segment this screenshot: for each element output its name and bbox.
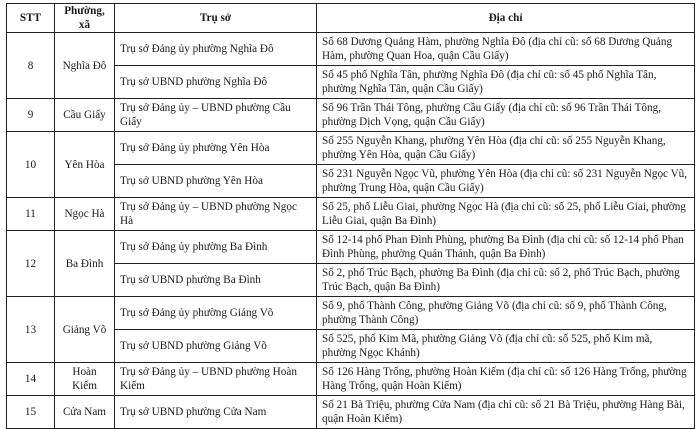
office-cell: Trụ sở Đảng ủy phường Giảng Võ: [115, 297, 317, 330]
office-cell: Trụ sở UBND phường Cửa Nam: [115, 396, 317, 429]
table-row: [7, 396, 695, 429]
office-cell: Trụ sở UBND phường Giảng Võ: [115, 330, 317, 363]
table-header-row: [7, 4, 695, 33]
address-cell: Số 12-14 phố Phan Đình Phùng, phường Ba Đình (địa chỉ cũ: số 12-14 phố Phan Đình Phùng, phường Quán Thánh, quận Ba Đình): [317, 231, 695, 264]
header-stt: STT: [7, 4, 55, 33]
stt-cell: 9: [7, 99, 55, 132]
document-page: [6, 3, 694, 429]
ward-cell: Hoàn Kiếm: [55, 363, 115, 396]
header-office: Trụ sở: [115, 4, 317, 33]
address-cell: Số 255 Nguyễn Khang, phường Yên Hòa (địa chỉ cũ: số 255 Nguyễn Khang, phường Yên Hòa, quận Cầu Giấy): [317, 132, 695, 165]
ward-cell: Ngọc Hà: [55, 198, 115, 231]
office-cell: Trụ sở UBND phường Nghĩa Đô: [115, 66, 317, 99]
table-row: [7, 99, 695, 132]
address-cell: Số 68 Dương Quảng Hàm, phường Nghĩa Đô (địa chỉ cũ: số 68 Dương Quảng Hàm, phường Quan Hoa, quận Cầu Giấy): [317, 33, 695, 66]
address-cell: Số 96 Trần Thái Tông, phường Cầu Giấy (địa chỉ cũ: số 96 Trần Thái Tông, phường Dịch Vọng, quận Cầu Giấy): [317, 99, 695, 132]
table-row: [7, 363, 695, 396]
stt-cell: 13: [7, 297, 55, 363]
table-row: [7, 231, 695, 264]
address-cell: Số 9, phố Thành Công, phường Giảng Võ (địa chỉ cũ: số 9, phố Thành Công, phường Thành Công): [317, 297, 695, 330]
ward-cell: Yên Hòa: [55, 132, 115, 198]
table-row: [7, 132, 695, 165]
office-cell: Trụ sở Đảng ủy – UBND phường Cầu Giấy: [115, 99, 317, 132]
address-cell: Số 25, phố Liễu Giai, phường Ngọc Hà (địa chỉ cũ: số 25, phố Liễu Giai, phường Liễu Giai, quận Ba Đình): [317, 198, 695, 231]
stt-cell: 14: [7, 363, 55, 396]
ward-cell: Cửa Nam: [55, 396, 115, 429]
stt-cell: 8: [7, 33, 55, 99]
office-cell: Trụ sở UBND phường Yên Hòa: [115, 165, 317, 198]
stt-cell: 12: [7, 231, 55, 297]
address-cell: Số 2, phố Trúc Bạch, phường Ba Đình (địa chỉ cũ: số 2, phố Trúc Bạch, phường Trúc Bạch, quận Ba Đình): [317, 264, 695, 297]
ward-cell: Cầu Giấy: [55, 99, 115, 132]
address-cell: Số 45 phố Nghĩa Tân, phường Nghĩa Đô (địa chỉ cũ: số 45 phố Nghĩa Tân, phường Nghĩa Tân, quận Cầu Giấy): [317, 66, 695, 99]
office-cell: Trụ sở Đảng ủy – UBND phường Hoàn Kiếm: [115, 363, 317, 396]
office-cell: Trụ sở Đảng ủy phường Ba Đình: [115, 231, 317, 264]
ward-office-table: [6, 3, 695, 429]
address-cell: Số 21 Bà Triệu, phường Cửa Nam (địa chỉ cũ: số 21 Bà Triệu, phường Hàng Bài, quận Hoàn Kiếm): [317, 396, 695, 429]
ward-cell: Giảng Võ: [55, 297, 115, 363]
ward-cell: Nghĩa Đô: [55, 33, 115, 99]
stt-cell: 11: [7, 198, 55, 231]
office-cell: Trụ sở Đảng ủy phường Nghĩa Đô: [115, 33, 317, 66]
stt-cell: 15: [7, 396, 55, 429]
office-cell: Trụ sở Đảng ủy phường Yên Hòa: [115, 132, 317, 165]
table-row: [7, 198, 695, 231]
stt-cell: 10: [7, 132, 55, 198]
table-row: [7, 297, 695, 330]
address-cell: Số 525, phố Kim Mã, phường Giảng Võ (địa chỉ cũ: số 525, phố Kim mã, phường Ngọc Khánh): [317, 330, 695, 363]
header-ward: Phường, xã: [55, 4, 115, 33]
office-cell: Trụ sở UBND phường Ba Đình: [115, 264, 317, 297]
header-address: Địa chỉ: [317, 4, 695, 33]
table-row: [7, 33, 695, 66]
address-cell: Số 126 Hàng Trống, phường Hoàn Kiếm (địa chỉ cũ: số 126 Hàng Trống, phường Hàng Trống, quận Hoàn Kiếm): [317, 363, 695, 396]
address-cell: Số 231 Nguyễn Ngọc Vũ, phường Yên Hòa (địa chỉ cũ: số 231 Nguyễn Ngọc Vũ, phường Trung Hòa, quận Cầu Giấy): [317, 165, 695, 198]
office-cell: Trụ sở Đảng ủy – UBND phường Ngọc Hà: [115, 198, 317, 231]
ward-cell: Ba Đình: [55, 231, 115, 297]
